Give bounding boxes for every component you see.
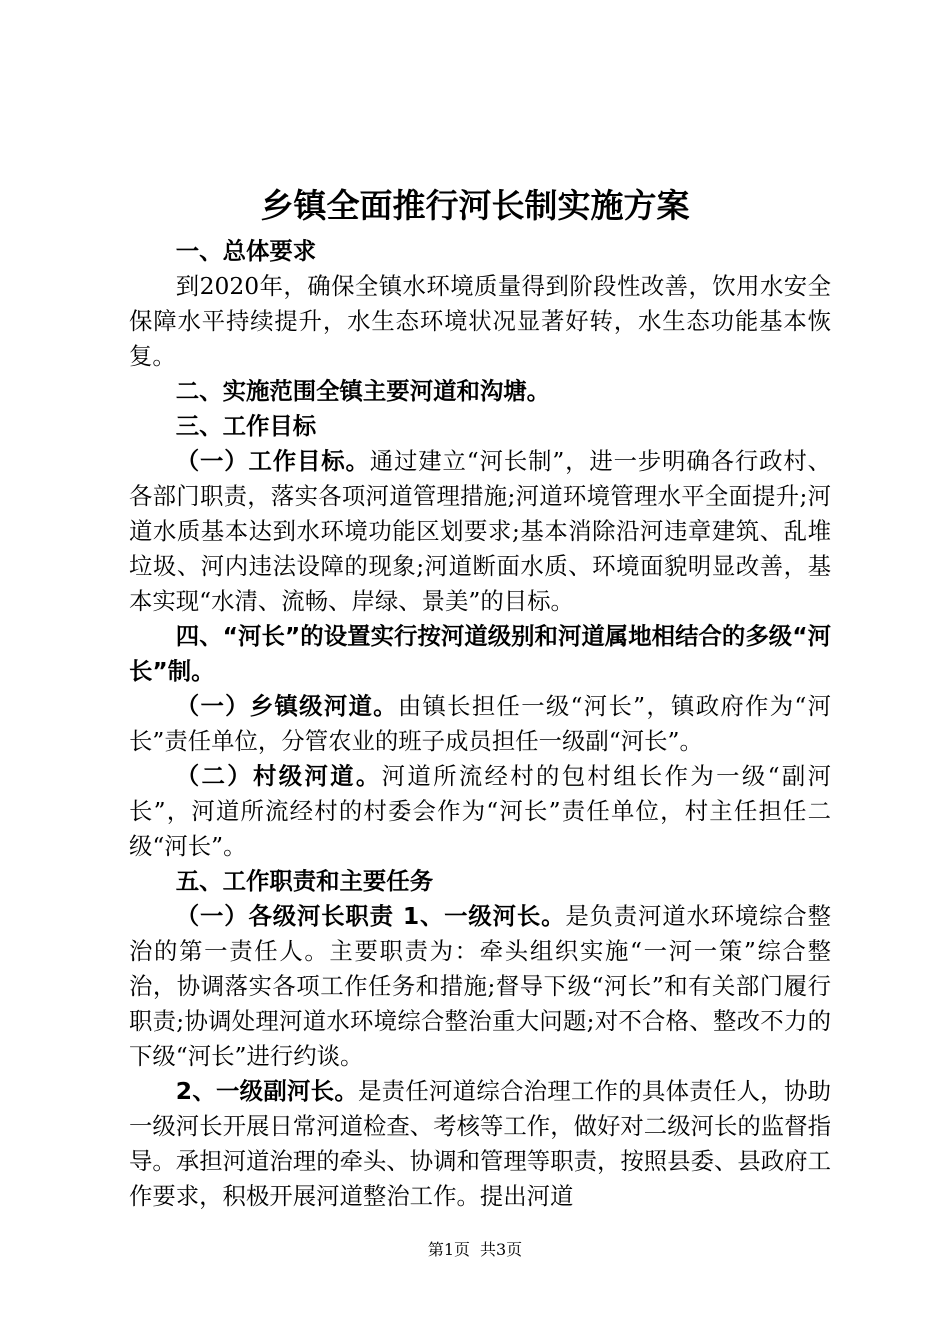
document-body — [129, 234, 831, 1214]
paragraph-text: 是负责河道水环境综合整治的第一责任人。主要职责为：牵头组织实施“一河一策”综合整治，协调落实各项工作任务和措施;督导下级“河长”和有关部门履行职责;协调处理河道水环境综合整治重大问题;对不合格、整改不力的下级“河长”进行约谈。 — [129, 902, 832, 1070]
paragraph-text: 河道所流经村的包村组长作为一级“副河长”，河道所流经村的村委会作为“河长”责任单位，村主任担任二级“河长”。 — [129, 762, 831, 860]
paragraph-village-river — [129, 759, 831, 864]
paragraph-text: 是责任河道综合治理工作的具体责任人，协助一级河长开展日常河道检查、考核等工作，做好对二级河长的监督指导。承担河道治理的牵头、协调和管理等职责，按照县委、县政府工作要求，积极开展河道整治工作。提出河道 — [129, 1077, 832, 1210]
section-heading-river-chief-setup: 四、“河长”的设置实行按河道级别和河道属地相结合的多级“河长”制。 — [129, 622, 831, 685]
paragraph-work-goals — [129, 444, 831, 619]
section-heading-work-goals: 三、工作目标 — [175, 412, 317, 440]
paragraph-text: 由镇长担任一级“河长”，镇政府作为“河长”责任单位，分管农业的班子成员担任一级副“河长”。 — [129, 692, 832, 755]
paragraph-general-requirements: 到2020年，确保全镇水环境质量得到阶段性改善，饮用水安全保障水平持续提升，水生态环境状况显著好转，水生态功能基本恢复。 — [129, 272, 831, 370]
section-heading-general-requirements: 一、总体要求 — [175, 237, 317, 265]
paragraph-township-river — [129, 689, 831, 759]
paragraph-lead: 2、一级副河长。 — [175, 1077, 358, 1105]
page-total: 共3页 — [480, 1240, 523, 1259]
paragraph-lead: （一）工作目标。 — [175, 447, 370, 475]
document-title: 乡镇全面推行河长制实施方案 — [260, 186, 690, 225]
paragraph-first-level-deputy-chief — [129, 1074, 831, 1214]
page-number: 第1页 — [427, 1240, 470, 1259]
paragraph-first-level-chief — [129, 899, 831, 1074]
paragraph-lead: （二）村级河道。 — [175, 762, 382, 790]
section-heading-duties-tasks: 五、工作职责和主要任务 — [175, 867, 434, 895]
paragraph-lead: （一）乡镇级河道。 — [175, 692, 398, 720]
paragraph-lead: （一）各级河长职责 1、一级河长。 — [175, 902, 566, 930]
paragraph-text: 通过建立“河长制”，进一步明确各行政村、各部门职责，落实各项河道管理措施;河道环境管理水平全面提升;河道水质基本达到水环境功能区划要求;基本消除沿河违章建筑、乱堆垃圾、河内违法设障的现象;河道断面水质、环境面貌明显改善，基本实现“水清、流畅、岸绿、景美”的目标。 — [129, 447, 832, 615]
page-footer — [0, 1238, 950, 1262]
section-heading-scope: 二、实施范围全镇主要河道和沟塘。 — [175, 377, 551, 405]
